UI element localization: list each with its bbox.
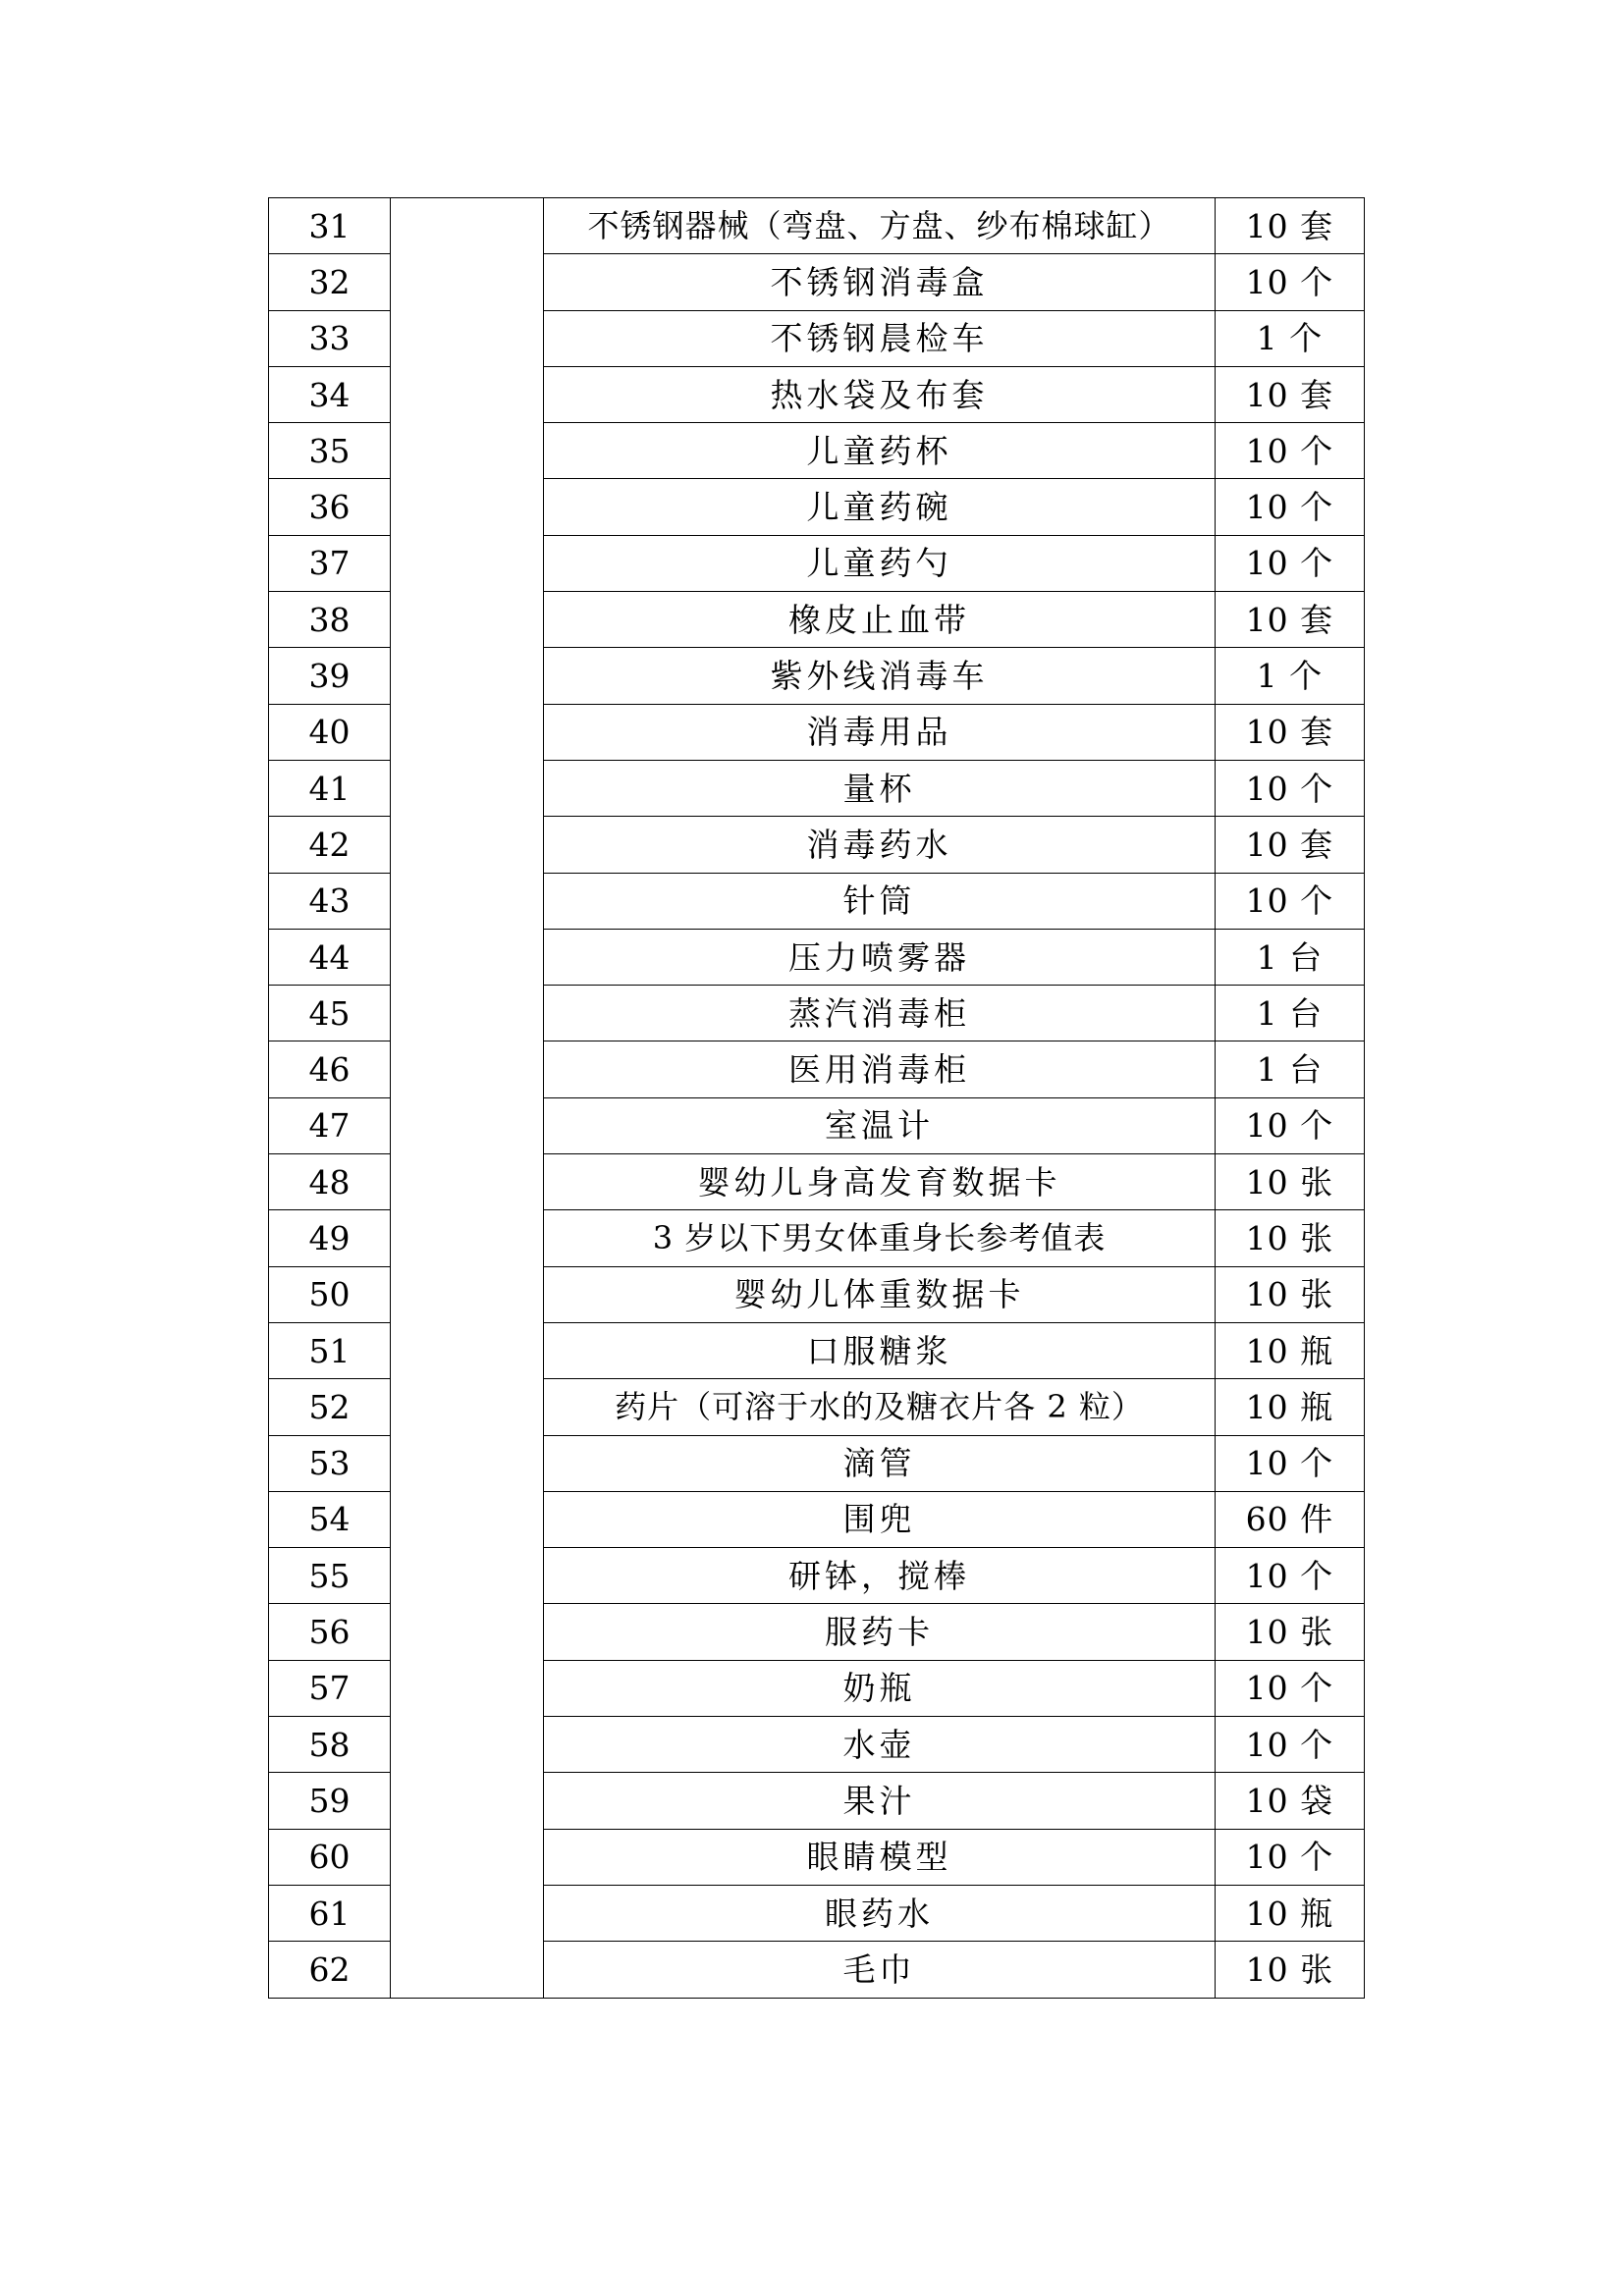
quantity-cell: 10 张 <box>1215 1266 1364 1322</box>
quantity-cell: 10 瓶 <box>1215 1885 1364 1941</box>
item-name-cell: 不锈钢晨检车 <box>544 310 1216 366</box>
quantity-cell: 10 套 <box>1215 704 1364 760</box>
item-name-cell: 针筒 <box>544 873 1216 929</box>
item-name-cell: 热水袋及布套 <box>544 366 1216 422</box>
item-name-cell: 围兜 <box>544 1491 1216 1547</box>
row-number-cell: 60 <box>269 1829 391 1885</box>
row-number-cell: 37 <box>269 535 391 591</box>
item-name-cell: 橡皮止血带 <box>544 592 1216 648</box>
item-name-cell: 婴幼儿身高发育数据卡 <box>544 1154 1216 1210</box>
equipment-table <box>268 197 1365 1999</box>
quantity-cell: 10 瓶 <box>1215 1322 1364 1378</box>
row-number-cell: 32 <box>269 254 391 310</box>
row-number-cell: 45 <box>269 986 391 1041</box>
quantity-cell: 10 个 <box>1215 535 1364 591</box>
item-name-cell: 室温计 <box>544 1097 1216 1153</box>
item-name-cell: 不锈钢器械（弯盘、方盘、纱布棉球缸） <box>544 198 1216 254</box>
quantity-cell: 1 个 <box>1215 648 1364 704</box>
item-name-cell: 奶瓶 <box>544 1660 1216 1716</box>
item-name-cell: 滴管 <box>544 1435 1216 1491</box>
row-number-cell: 55 <box>269 1548 391 1604</box>
row-number-cell: 57 <box>269 1660 391 1716</box>
row-number-cell: 54 <box>269 1491 391 1547</box>
row-number-cell: 46 <box>269 1041 391 1097</box>
quantity-cell: 10 个 <box>1215 254 1364 310</box>
quantity-cell: 10 个 <box>1215 1097 1364 1153</box>
item-name-cell: 压力喷雾器 <box>544 929 1216 985</box>
row-number-cell: 33 <box>269 310 391 366</box>
row-number-cell: 34 <box>269 366 391 422</box>
item-name-cell: 眼睛模型 <box>544 1829 1216 1885</box>
category-cell <box>391 198 544 1999</box>
row-number-cell: 61 <box>269 1885 391 1941</box>
item-name-cell: 药片（可溶于水的及糖衣片各 2 粒） <box>544 1379 1216 1435</box>
quantity-cell: 10 个 <box>1215 1717 1364 1773</box>
item-name-cell: 量杯 <box>544 760 1216 816</box>
row-number-cell: 58 <box>269 1717 391 1773</box>
row-number-cell: 31 <box>269 198 391 254</box>
quantity-cell: 10 张 <box>1215 1604 1364 1660</box>
item-name-cell: 果汁 <box>544 1773 1216 1829</box>
row-number-cell: 59 <box>269 1773 391 1829</box>
row-number-cell: 41 <box>269 760 391 816</box>
row-number-cell: 56 <box>269 1604 391 1660</box>
table-body <box>269 198 1365 1999</box>
quantity-cell: 10 套 <box>1215 198 1364 254</box>
quantity-cell: 10 张 <box>1215 1154 1364 1210</box>
item-name-cell: 儿童药碗 <box>544 479 1216 535</box>
row-number-cell: 44 <box>269 929 391 985</box>
quantity-cell: 10 个 <box>1215 1829 1364 1885</box>
item-name-cell: 口服糖浆 <box>544 1322 1216 1378</box>
quantity-cell: 10 个 <box>1215 760 1364 816</box>
row-number-cell: 39 <box>269 648 391 704</box>
row-number-cell: 62 <box>269 1942 391 1998</box>
row-number-cell: 42 <box>269 817 391 873</box>
quantity-cell: 1 个 <box>1215 310 1364 366</box>
quantity-cell: 1 台 <box>1215 986 1364 1041</box>
quantity-cell: 1 台 <box>1215 1041 1364 1097</box>
item-name-cell: 紫外线消毒车 <box>544 648 1216 704</box>
quantity-cell: 10 个 <box>1215 873 1364 929</box>
item-name-cell: 消毒药水 <box>544 817 1216 873</box>
row-number-cell: 48 <box>269 1154 391 1210</box>
quantity-cell: 10 瓶 <box>1215 1379 1364 1435</box>
row-number-cell: 49 <box>269 1210 391 1266</box>
item-name-cell: 服药卡 <box>544 1604 1216 1660</box>
item-name-cell: 医用消毒柜 <box>544 1041 1216 1097</box>
quantity-cell: 1 台 <box>1215 929 1364 985</box>
quantity-cell: 10 张 <box>1215 1210 1364 1266</box>
quantity-cell: 10 个 <box>1215 1548 1364 1604</box>
row-number-cell: 53 <box>269 1435 391 1491</box>
quantity-cell: 10 个 <box>1215 423 1364 479</box>
quantity-cell: 60 件 <box>1215 1491 1364 1547</box>
table-row <box>269 198 1365 254</box>
item-name-cell: 眼药水 <box>544 1885 1216 1941</box>
row-number-cell: 43 <box>269 873 391 929</box>
quantity-cell: 10 张 <box>1215 1942 1364 1998</box>
row-number-cell: 50 <box>269 1266 391 1322</box>
item-name-cell: 毛巾 <box>544 1942 1216 1998</box>
row-number-cell: 40 <box>269 704 391 760</box>
quantity-cell: 10 套 <box>1215 817 1364 873</box>
quantity-cell: 10 个 <box>1215 479 1364 535</box>
item-name-cell: 儿童药勺 <box>544 535 1216 591</box>
row-number-cell: 47 <box>269 1097 391 1153</box>
item-name-cell: 水壶 <box>544 1717 1216 1773</box>
quantity-cell: 10 套 <box>1215 592 1364 648</box>
item-name-cell: 消毒用品 <box>544 704 1216 760</box>
item-name-cell: 儿童药杯 <box>544 423 1216 479</box>
item-name-cell: 3 岁以下男女体重身长参考值表 <box>544 1210 1216 1266</box>
row-number-cell: 36 <box>269 479 391 535</box>
row-number-cell: 52 <box>269 1379 391 1435</box>
item-name-cell: 蒸汽消毒柜 <box>544 986 1216 1041</box>
row-number-cell: 38 <box>269 592 391 648</box>
item-name-cell: 不锈钢消毒盒 <box>544 254 1216 310</box>
quantity-cell: 10 个 <box>1215 1660 1364 1716</box>
item-name-cell: 婴幼儿体重数据卡 <box>544 1266 1216 1322</box>
quantity-cell: 10 个 <box>1215 1435 1364 1491</box>
row-number-cell: 35 <box>269 423 391 479</box>
item-name-cell: 研钵，搅棒 <box>544 1548 1216 1604</box>
quantity-cell: 10 套 <box>1215 366 1364 422</box>
row-number-cell: 51 <box>269 1322 391 1378</box>
quantity-cell: 10 袋 <box>1215 1773 1364 1829</box>
